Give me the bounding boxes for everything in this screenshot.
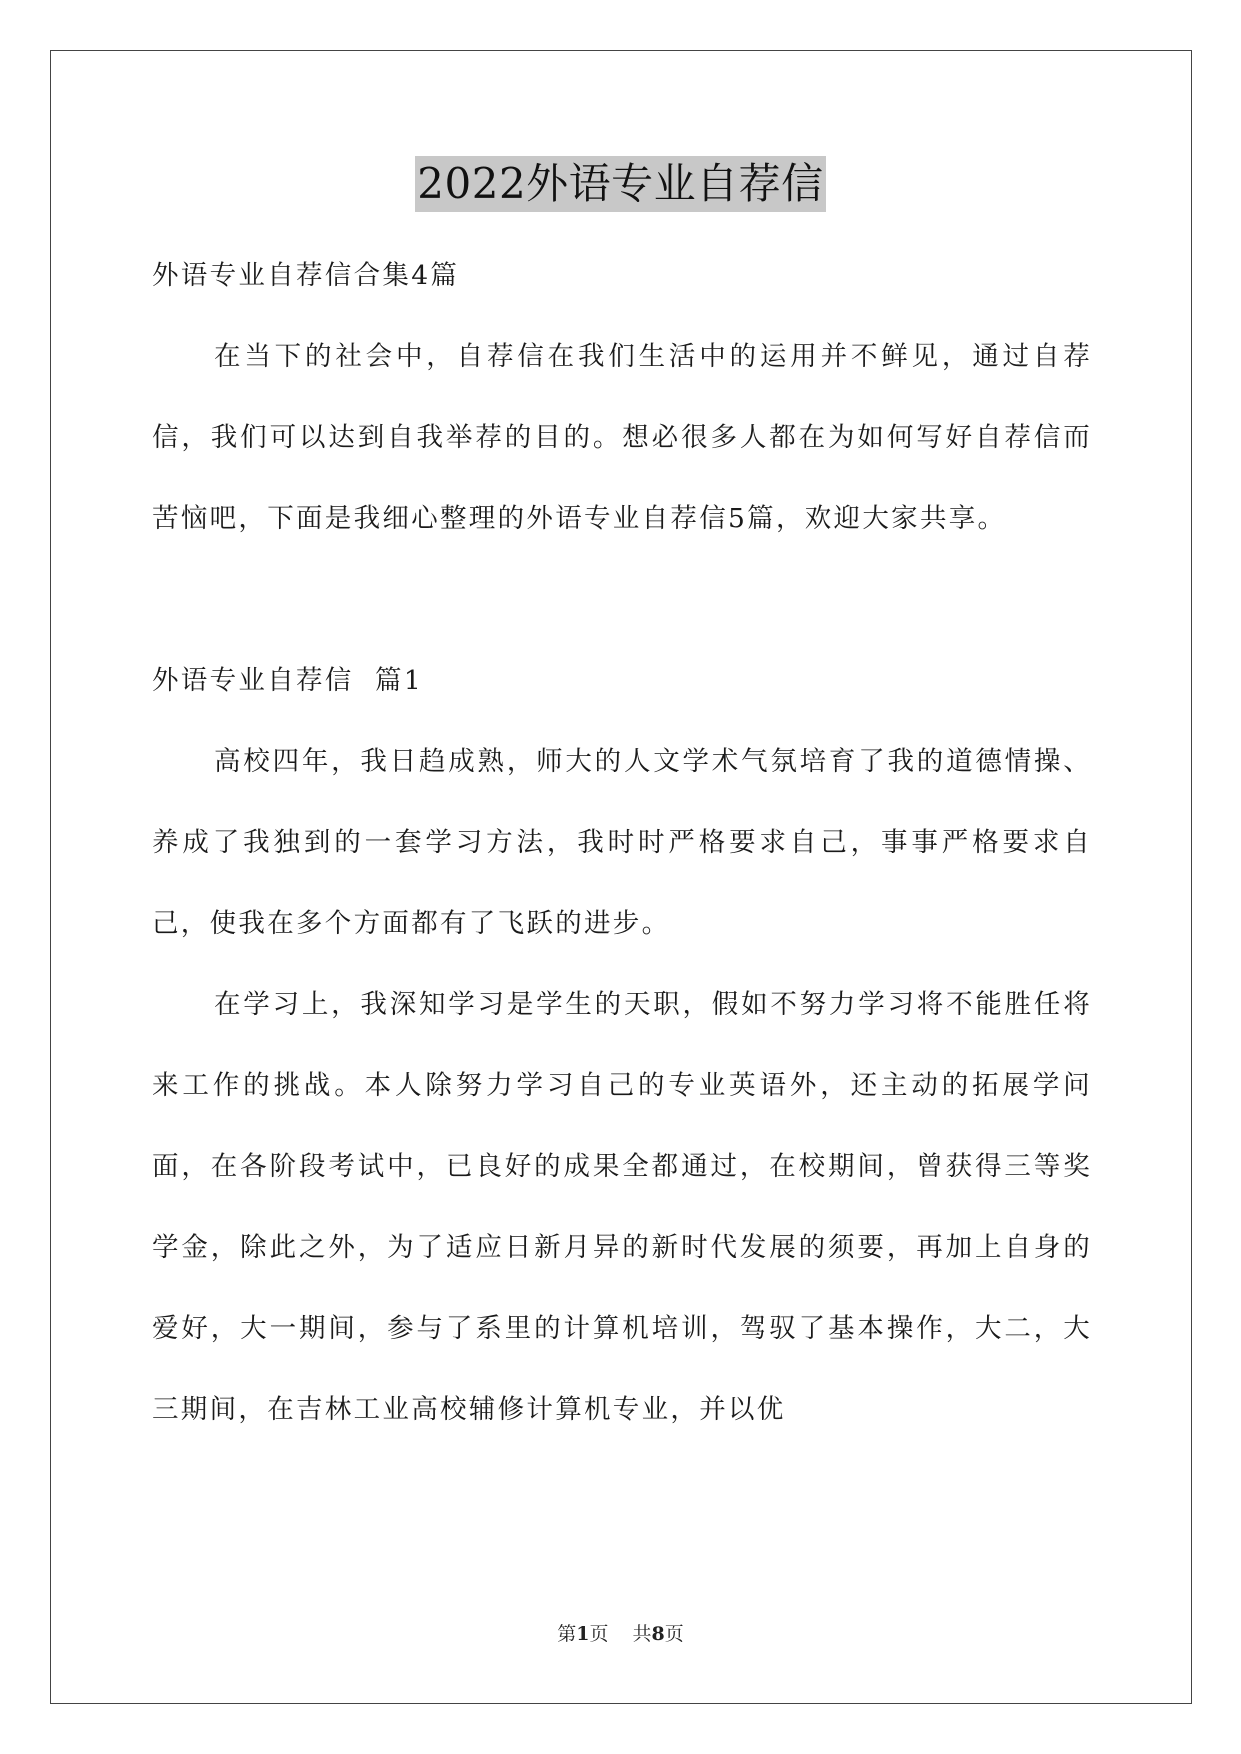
total-prefix: 共 (632, 1623, 652, 1645)
title-container (0, 156, 1241, 212)
document-title: 2022外语专业自荐信 (415, 156, 825, 212)
intro-paragraph: 在当下的社会中，自荐信在我们生活中的运用并不鲜见，通过自荐信，我们可以达到自我举荐的目的。想必很多人都在为如何写好自荐信而苦恼吧，下面是我细心整理的外语专业自荐信5篇，欢迎大家共享。 (152, 341, 1092, 534)
document-subtitle: 外语专业自荐信合集4篇 (152, 260, 460, 291)
total-suffix: 页 (664, 1623, 684, 1645)
body-paragraph: 在学习上，我深知学习是学生的天职，假如不努力学习将不能胜任将来工作的挑战。本人除努力学习自己的专业英语外，还主动的拓展学问面，在各阶段考试中，已良好的成果全都通过，在校期间，曾获得三等奖学金，除此之外，为了适应日新月异的新时代发展的须要，再加上自身的爱好，大一期间，参与了系里的计算机培训，驾驭了基本操作，大二，大三期间，在吉林工业高校辅修计算机专业，并以优 (152, 989, 1092, 1425)
body-paragraph: 高校四年，我日趋成熟，师大的人文学术气氛培育了我的道德情操、养成了我独到的一套学习方法，我时时严格要求自己，事事严格要求自己，使我在多个方面都有了飞跃的进步。 (152, 746, 1092, 939)
page-suffix: 页 (589, 1623, 609, 1645)
section-heading: 外语专业自荐信 篇1 (152, 665, 424, 696)
page-prefix: 第 (557, 1623, 577, 1645)
document-body (152, 235, 1092, 1450)
page-total-number: 8 (651, 1623, 665, 1645)
page-current-number: 1 (576, 1623, 590, 1645)
page-footer (0, 1622, 1241, 1646)
